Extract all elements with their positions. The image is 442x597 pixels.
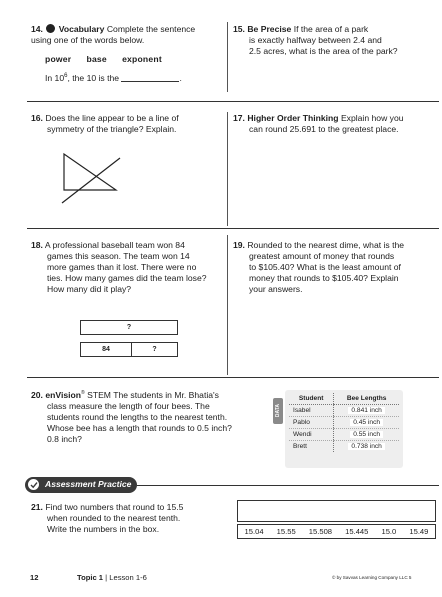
q14-text-1: Complete the sentence [106,24,196,34]
symmetry-line [62,158,120,203]
assessment-banner-label: Assessment Practice [45,479,132,489]
envision-brand: enVision [45,389,82,400]
column-divider-2 [227,112,228,226]
q14-label: Vocabulary [58,24,105,34]
header-student: Student [289,393,334,405]
question-19: 19. Rounded to the nearest dime, what is the greatest amount of money that rounds to $105.40? What is the least amount of money that rounds to $105.40? Explain your answers. [233,240,405,294]
choice[interactable]: 15.0 [381,527,397,536]
question-16: 16. Does the line appear to be a line of symmetry of the triangle? Explain. [31,113,179,134]
choice[interactable]: 15.508 [308,527,333,536]
table-row: Isabel 0.841 inch [289,405,399,417]
q21-answer-box[interactable] [237,500,436,522]
q15-label: Be Precise [247,24,292,34]
triangle [64,154,116,190]
table-row: Pablo 0.45 inch [289,417,399,429]
q14-text-2: using one of the words below. [31,35,145,45]
table-row: Brett 0.738 inch [289,441,399,453]
table-row: Wendi 0.55 inch [289,429,399,441]
copyright: © by Savvas Learning Company LLC 5 [332,575,412,580]
question-14 [31,24,221,46]
row-rule-1 [27,101,439,102]
row-rule-3 [27,377,439,378]
choice[interactable]: 15.445 [345,527,369,536]
column-divider-1 [227,22,228,92]
word-power: power [45,54,72,64]
bar-diagram-total: ? [80,320,178,335]
bee-lengths-table [289,393,399,452]
question-15: 15. Be Precise If the area of a park is exactly halfway between 2.4 and 2.5 acres, what is the area of the park? [233,24,398,56]
question-17: 17. Higher Order Thinking Explain how you can round 25.691 to the greatest place. [233,113,404,134]
data-tab: DATA [273,398,283,424]
question-20: 20. enVision® STEM The students in Mr. Bhatia's class measure the length of four bees. The students round the lengths to the nearest tenth. Whose bee has a length that rounds to 0.5 inch? 0.8 inch? [31,389,232,444]
q14-number: 14. [31,24,43,34]
choice[interactable]: 15.55 [276,527,296,536]
q14-answer-blank[interactable] [121,81,179,82]
header-bee-lengths: Bee Lengths [334,393,399,405]
footer-topic: Topic 1 | Lesson 1-6 [77,573,147,582]
bar-diagram-lost: ? [131,342,178,357]
vocabulary-icon [46,24,55,33]
word-exponent: exponent [122,54,162,64]
page-number: 12 [30,573,39,582]
choice[interactable]: 15.49 [409,527,429,536]
word-base: base [86,54,107,64]
check-circle-icon [27,478,40,491]
q21-choices [237,524,436,539]
q14-sentence: In $10^6$, the 10 is the . [45,72,182,83]
question-21: 21. Find two numbers that round to 15.5 when rounded to the nearest tenth. Write the numbers in the box. [31,502,184,534]
question-18: 18. A professional baseball team won 84 games this season. The team won 14 more games than it lost. There were no ties. How many games did the team lose? How many did it play? [31,240,207,294]
bar-diagram-won: 84 [80,342,132,357]
choice[interactable]: 15.04 [244,527,264,536]
column-divider-3 [227,235,228,375]
triangle-figure [58,148,130,208]
q14-word-bank [45,54,162,64]
table-header [289,393,399,405]
row-rule-2 [27,228,439,229]
q17-label: Higher Order Thinking [247,113,339,123]
assessment-rule [137,485,439,486]
bee-data-table-panel [285,390,403,468]
